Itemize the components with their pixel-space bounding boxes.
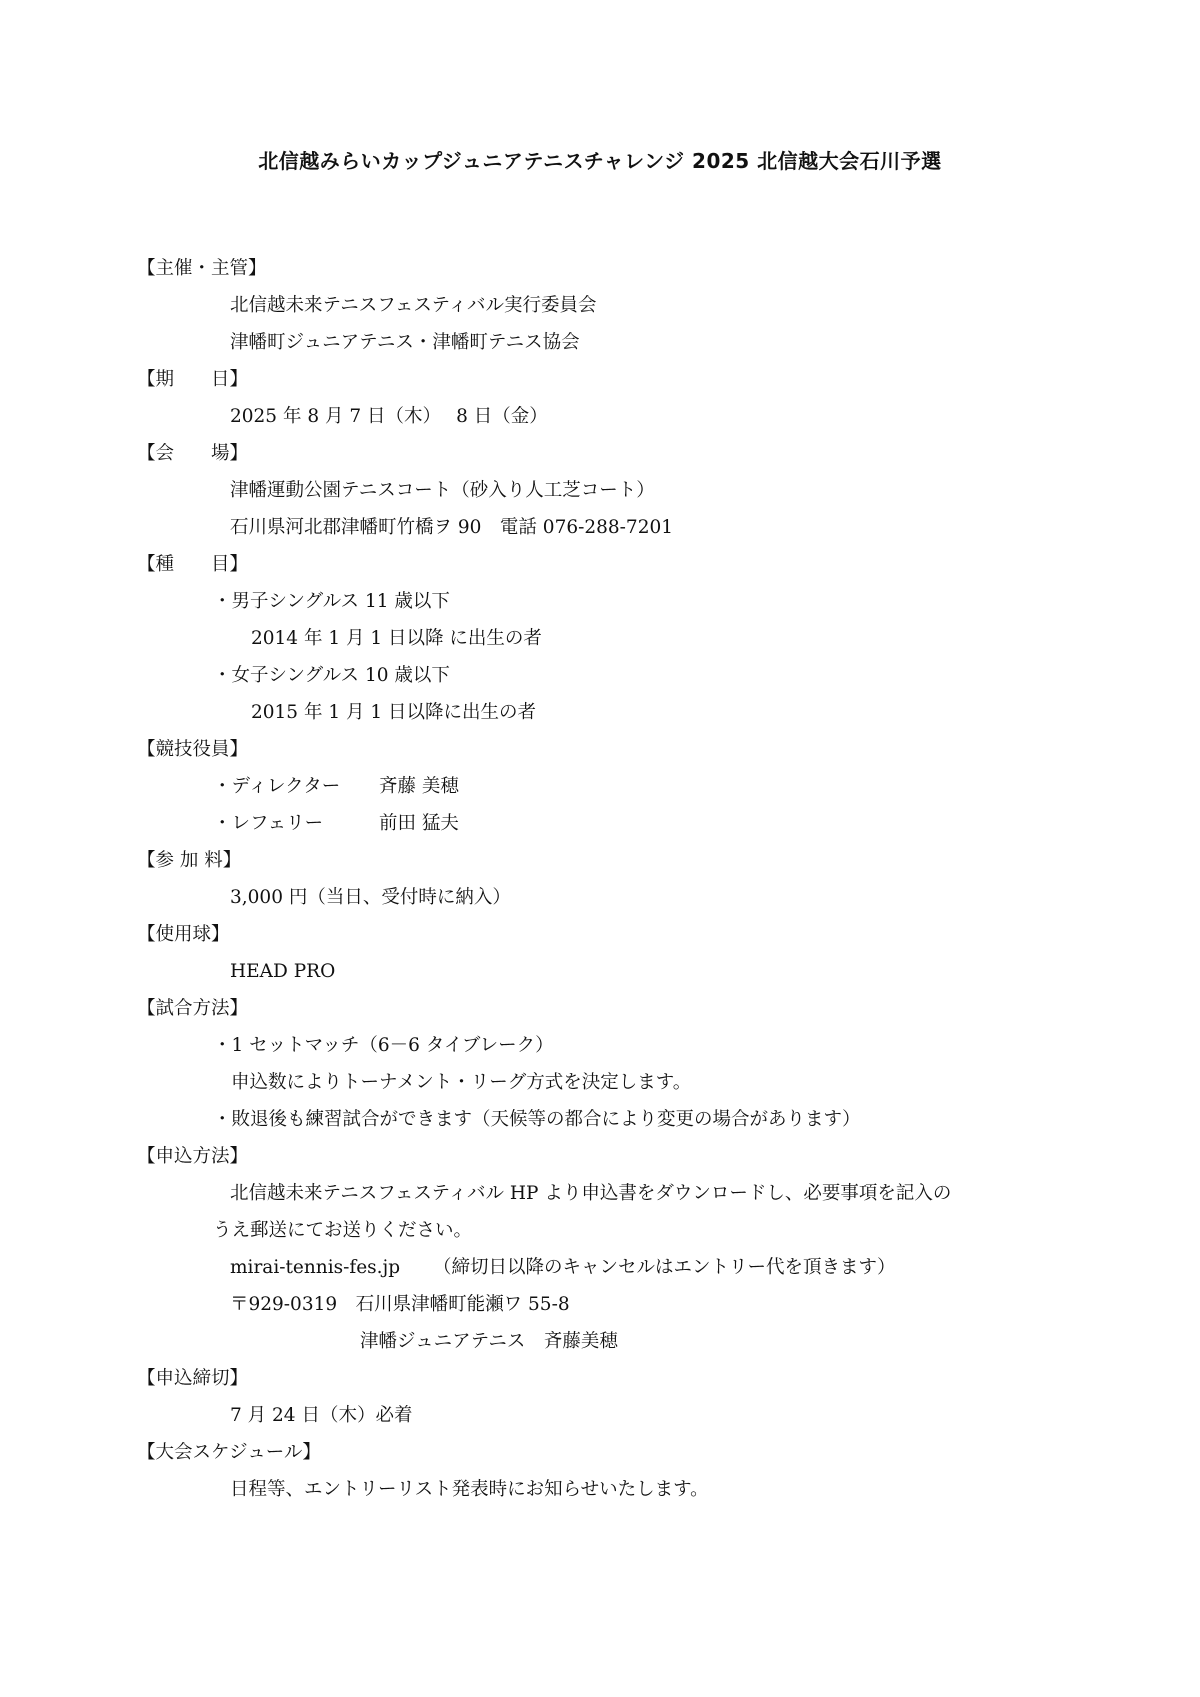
official-name: 前田 猛夫 — [379, 813, 459, 834]
ball-heading: 【使用球】 — [137, 924, 230, 945]
application-line: 北信越未来テニスフェスティバル HP より申込書をダウンロードし、必要事項を記入の — [230, 1183, 952, 1204]
application-url: mirai-tennis-fes.jp — [230, 1257, 401, 1278]
organizer-line: 北信越未来テニスフェスティバル実行委員会 — [230, 295, 597, 316]
date-value: 2025 年 8 月 7 日（木） 8 日（金） — [230, 406, 548, 427]
deadline-value: 7 月 24 日（木）必着 — [230, 1405, 413, 1426]
organizer-heading: 【主催・主管】 — [137, 258, 267, 279]
event-label: ・男子シングルス 11 歳以下 — [213, 591, 450, 612]
officials-heading: 【競技役員】 — [137, 739, 249, 760]
application-line: うえ郵送にてお送りください。 — [213, 1220, 473, 1241]
fee-value: 3,000 円（当日、受付時に納入） — [230, 887, 511, 908]
format-heading: 【試合方法】 — [137, 998, 249, 1019]
application-heading: 【申込方法】 — [137, 1146, 249, 1167]
schedule-heading: 【大会スケジュール】 — [137, 1442, 321, 1463]
document-title: 北信越みらいカップジュニアテニスチャレンジ 2025 北信越大会石川予選 — [258, 149, 942, 173]
venue-heading: 【会 場】 — [137, 443, 249, 464]
official-role: ・ディレクター — [213, 776, 341, 797]
venue-name: 津幡運動公園テニスコート（砂入り人工芝コート） — [230, 480, 655, 501]
event-detail: 2015 年 1 月 1 日以降に出生の者 — [251, 702, 537, 723]
application-postal: 〒929-0319 石川県津幡町能瀬ワ 55-8 — [230, 1294, 570, 1315]
application-recipient: 津幡ジュニアテニス 斉藤美穂 — [360, 1331, 618, 1352]
event-label: ・女子シングルス 10 歳以下 — [213, 665, 450, 686]
venue-address: 石川県河北郡津幡町竹橋ヲ 90 電話 076-288-7201 — [230, 517, 674, 538]
event-detail: 2014 年 1 月 1 日以降 に出生の者 — [251, 628, 542, 649]
schedule-value: 日程等、エントリーリスト発表時にお知らせいたします。 — [230, 1479, 709, 1500]
date-heading: 【期 日】 — [137, 369, 249, 390]
events-heading: 【種 目】 — [137, 554, 249, 575]
fee-heading: 【参 加 料】 — [137, 850, 242, 871]
deadline-heading: 【申込締切】 — [137, 1368, 249, 1389]
application-note: （締切日以降のキャンセルはエントリー代を頂きます） — [433, 1257, 896, 1278]
ball-value: HEAD PRO — [230, 961, 336, 982]
official-role: ・レフェリー — [213, 813, 324, 834]
organizer-line: 津幡町ジュニアテニス・津幡町テニス協会 — [230, 332, 580, 353]
format-line: 申込数によりトーナメント・リーグ方式を決定します。 — [231, 1072, 692, 1093]
format-line: ・敗退後も練習試合ができます（天候等の都合により変更の場合があります） — [213, 1109, 861, 1130]
official-name: 斉藤 美穂 — [379, 776, 459, 797]
format-line: ・1 セットマッチ（6－6 タイブレーク） — [213, 1035, 554, 1056]
